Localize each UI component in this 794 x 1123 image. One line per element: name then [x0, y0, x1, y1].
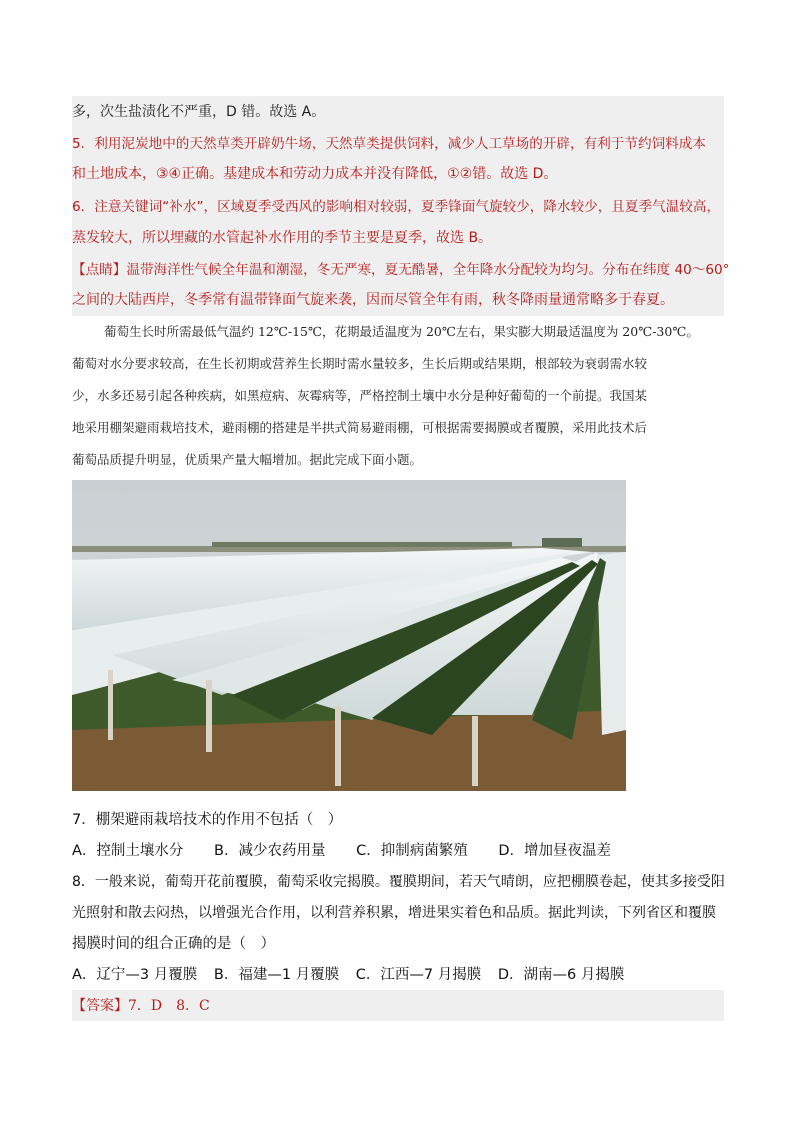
note-tag: 【点睛】 [72, 262, 127, 278]
intro-line: 葡萄品质提升明显，优质果产量大幅增加。据此完成下面小题。 [72, 452, 423, 467]
question-8-line: 光照射和散去闷热，以增强光合作用，以利营养积累，增进果实着色和品质。据此判读，下列省区和覆膜 [72, 905, 716, 921]
question-8-line: 8．一般来说，葡萄开花前覆膜，葡萄采收完揭膜。覆膜期间，若天气晴朗，应把棚膜卷起，使其多接受阳 [72, 874, 725, 890]
explanation-line: 多，次生盐渍化不严重，D 错。故选 A。 [72, 104, 326, 120]
intro-line: 少，水多还易引起各种疾病，如黑痘病、灰霉病等，严格控制土壤中水分是种好葡萄的一个前提。我国某 [72, 388, 648, 403]
note-line: 之间的大陆西岸，冬季常有温带锋面气旋来袭，因而尽管全年有雨，秋冬降雨量通常略多于春夏。 [72, 292, 674, 308]
option-d[interactable]: D．增加昼夜温差 [498, 843, 611, 859]
option-c[interactable]: C．抑制病菌繁殖 [356, 843, 468, 859]
option-d[interactable]: D．湖南—6 月揭膜 [497, 967, 625, 983]
intro-line: 地采用棚架避雨栽培技术，避雨棚的搭建是半拱式简易避雨棚，可根据需要揭膜或者覆膜，采用此技术后 [72, 420, 648, 435]
note-text: 温带海洋性气候全年温和潮湿，冬无严寒，夏无酷暑，全年降水分配较为均匀。分布在纬度 40～60° [126, 262, 730, 278]
explanation-line: 和土地成本，③④正确。基建成本和劳动力成本并没有降低，①②错。故选 D。 [72, 166, 558, 182]
answer-tag: 【答案】 [72, 998, 128, 1014]
question-8-line: 揭膜时间的组合正确的是（ ） [72, 936, 275, 952]
answer-line [72, 996, 210, 1016]
question-8-options [72, 965, 650, 985]
question-7-options [72, 841, 637, 861]
intro-line: 葡萄生长时所需最低气温约 12℃-15℃，花期最适温度为 20℃左右，果实膨大期最适温度为 20℃-30℃。 [104, 324, 699, 339]
option-a[interactable]: A．辽宁—3 月覆膜 [72, 967, 198, 983]
explanation-line: 5．利用泥炭地中的天然草类开辟奶牛场，天然草类提供饲料，减少人工草场的开辟，有利于节约饲料成本 [72, 136, 706, 152]
intro-line: 葡萄对水分要求较高，在生长初期或营养生长期时需水量较多，生长后期或结果期，根部较为衰弱需水较 [72, 356, 648, 371]
explanation-line: 蒸发较大，所以埋藏的水管起补水作用的季节主要是夏季，故选 B。 [72, 230, 493, 246]
answer-text: 7．D 8．C [128, 998, 210, 1014]
note-line [72, 260, 729, 280]
option-b[interactable]: B．减少农药用量 [214, 843, 326, 859]
question-7-stem: 7．棚架避雨栽培技术的作用不包括（ ） [72, 812, 343, 828]
explanation-line: 6．注意关键词“补水”，区域夏季受西风的影响相对较弱，夏季锋面气旋较少，降水较少，且夏季气温较高， [72, 199, 721, 215]
option-c[interactable]: C．江西—7 月揭膜 [355, 967, 482, 983]
option-b[interactable]: B．福建—1 月覆膜 [213, 967, 340, 983]
vineyard-rain-shelter-photo [72, 480, 626, 791]
option-a[interactable]: A．控制土壤水分 [72, 843, 184, 859]
